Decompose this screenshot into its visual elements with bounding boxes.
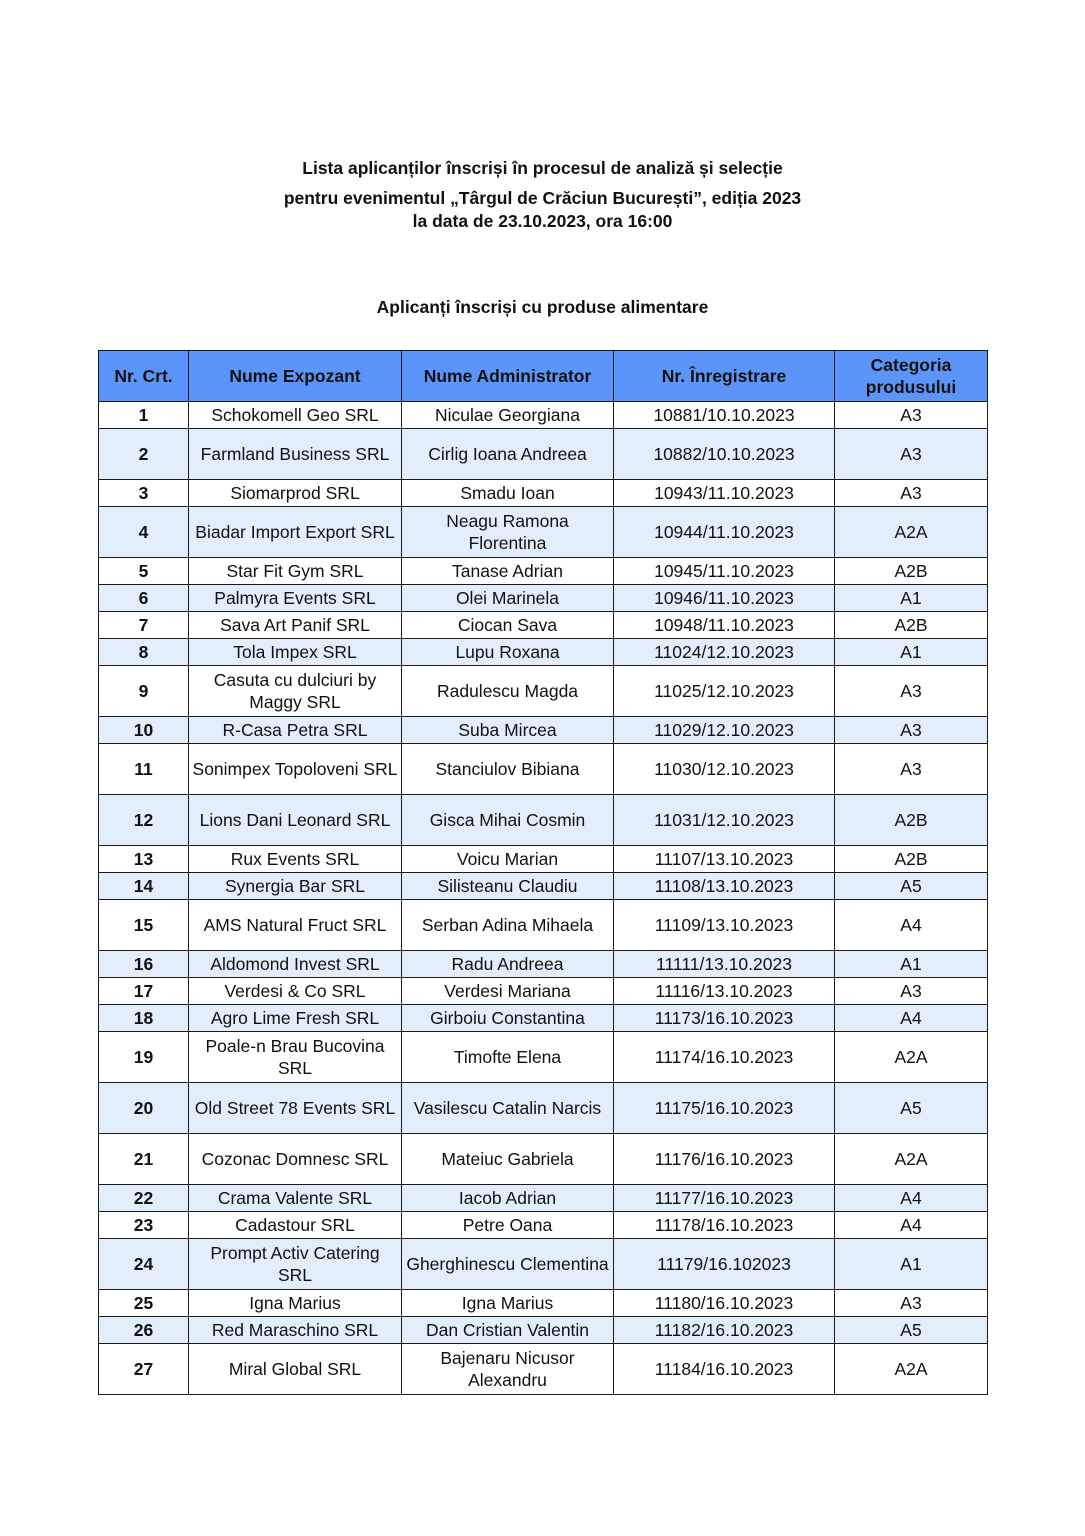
cell-categoria-produsului: A5 bbox=[835, 1083, 988, 1134]
cell-nr-crt: 6 bbox=[99, 585, 189, 612]
cell-nr-crt: 23 bbox=[99, 1212, 189, 1239]
header-nr-crt: Nr. Crt. bbox=[99, 351, 189, 402]
table-row bbox=[99, 1134, 988, 1185]
cell-categoria-produsului: A2B bbox=[835, 558, 988, 585]
cell-nume-administrator: Lupu Roxana bbox=[402, 639, 614, 666]
table-row bbox=[99, 639, 988, 666]
table-row bbox=[99, 1317, 988, 1344]
cell-categoria-produsului: A3 bbox=[835, 717, 988, 744]
cell-nr-inregistrare: 11175/16.10.2023 bbox=[614, 1083, 835, 1134]
cell-nume-expozant: Siomarprod SRL bbox=[189, 480, 402, 507]
cell-nr-inregistrare: 11031/12.10.2023 bbox=[614, 795, 835, 846]
cell-nr-inregistrare: 10945/11.10.2023 bbox=[614, 558, 835, 585]
cell-nume-expozant: AMS Natural Fruct SRL bbox=[189, 900, 402, 951]
cell-nume-administrator: Gherghinescu Clementina bbox=[402, 1239, 614, 1290]
cell-nr-crt: 22 bbox=[99, 1185, 189, 1212]
cell-nr-inregistrare: 11109/13.10.2023 bbox=[614, 900, 835, 951]
table-row bbox=[99, 402, 988, 429]
cell-nr-inregistrare: 11111/13.10.2023 bbox=[614, 951, 835, 978]
cell-nume-administrator: Bajenaru Nicusor Alexandru bbox=[402, 1344, 614, 1395]
cell-nume-administrator: Timofte Elena bbox=[402, 1032, 614, 1083]
cell-categoria-produsului: A2B bbox=[835, 846, 988, 873]
cell-categoria-produsului: A5 bbox=[835, 873, 988, 900]
cell-nume-expozant: Casuta cu dulciuri by Maggy SRL bbox=[189, 666, 402, 717]
cell-categoria-produsului: A5 bbox=[835, 1317, 988, 1344]
table-row bbox=[99, 612, 988, 639]
cell-nr-crt: 12 bbox=[99, 795, 189, 846]
cell-categoria-produsului: A3 bbox=[835, 1290, 988, 1317]
cell-nr-crt: 4 bbox=[99, 507, 189, 558]
table-row bbox=[99, 429, 988, 480]
table-row bbox=[99, 480, 988, 507]
document-title-line-1: Lista aplicanților înscriși în procesul de analiză și selecție bbox=[302, 158, 783, 178]
table-header bbox=[99, 351, 988, 402]
cell-nr-crt: 17 bbox=[99, 978, 189, 1005]
cell-nume-administrator: Mateiuc Gabriela bbox=[402, 1134, 614, 1185]
cell-nume-expozant: Palmyra Events SRL bbox=[189, 585, 402, 612]
cell-nume-administrator: Igna Marius bbox=[402, 1290, 614, 1317]
table-row bbox=[99, 558, 988, 585]
cell-nr-crt: 20 bbox=[99, 1083, 189, 1134]
cell-nr-inregistrare: 11173/16.10.2023 bbox=[614, 1005, 835, 1032]
cell-nr-crt: 10 bbox=[99, 717, 189, 744]
cell-nume-expozant: Cozonac Domnesc SRL bbox=[189, 1134, 402, 1185]
cell-categoria-produsului: A1 bbox=[835, 639, 988, 666]
cell-nr-crt: 9 bbox=[99, 666, 189, 717]
cell-nume-administrator: Dan Cristian Valentin bbox=[402, 1317, 614, 1344]
cell-nume-expozant: Tola Impex SRL bbox=[189, 639, 402, 666]
cell-nr-inregistrare: 11025/12.10.2023 bbox=[614, 666, 835, 717]
table-row bbox=[99, 1185, 988, 1212]
section-subtitle: Aplicanți înscriși cu produse alimentare bbox=[376, 297, 709, 317]
cell-nr-crt: 13 bbox=[99, 846, 189, 873]
cell-nume-expozant: Old Street 78 Events SRL bbox=[189, 1083, 402, 1134]
table-row bbox=[99, 585, 988, 612]
cell-nume-administrator: Radulescu Magda bbox=[402, 666, 614, 717]
cell-categoria-produsului: A4 bbox=[835, 900, 988, 951]
cell-nr-inregistrare: 11030/12.10.2023 bbox=[614, 744, 835, 795]
cell-nume-administrator: Neagu Ramona Florentina bbox=[402, 507, 614, 558]
cell-nr-inregistrare: 11178/16.10.2023 bbox=[614, 1212, 835, 1239]
cell-nr-inregistrare: 11116/13.10.2023 bbox=[614, 978, 835, 1005]
cell-nr-inregistrare: 11108/13.10.2023 bbox=[614, 873, 835, 900]
table-row bbox=[99, 744, 988, 795]
cell-nume-expozant: R-Casa Petra SRL bbox=[189, 717, 402, 744]
cell-categoria-produsului: A2A bbox=[835, 1134, 988, 1185]
cell-nr-crt: 21 bbox=[99, 1134, 189, 1185]
cell-nr-crt: 11 bbox=[99, 744, 189, 795]
cell-nume-administrator: Ciocan Sava bbox=[402, 612, 614, 639]
table-row bbox=[99, 1212, 988, 1239]
cell-nr-inregistrare: 11176/16.10.2023 bbox=[614, 1134, 835, 1185]
cell-nume-administrator: Serban Adina Mihaela bbox=[402, 900, 614, 951]
document-title-line-2: pentru evenimentul „Târgul de Crăciun București”, ediția 2023 bbox=[283, 188, 802, 208]
table-row bbox=[99, 846, 988, 873]
cell-nr-inregistrare: 10948/11.10.2023 bbox=[614, 612, 835, 639]
cell-nr-inregistrare: 10946/11.10.2023 bbox=[614, 585, 835, 612]
cell-categoria-produsului: A4 bbox=[835, 1005, 988, 1032]
cell-categoria-produsului: A1 bbox=[835, 1239, 988, 1290]
table-row bbox=[99, 507, 988, 558]
cell-nume-administrator: Olei Marinela bbox=[402, 585, 614, 612]
cell-categoria-produsului: A1 bbox=[835, 951, 988, 978]
table-row bbox=[99, 1239, 988, 1290]
cell-nume-expozant: Prompt Activ Catering SRL bbox=[189, 1239, 402, 1290]
cell-nume-administrator: Tanase Adrian bbox=[402, 558, 614, 585]
document-date-line: la data de 23.10.2023, ora 16:00 bbox=[412, 211, 673, 231]
cell-nume-administrator: Voicu Marian bbox=[402, 846, 614, 873]
cell-nume-administrator: Smadu Ioan bbox=[402, 480, 614, 507]
cell-categoria-produsului: A2B bbox=[835, 612, 988, 639]
cell-nr-inregistrare: 11029/12.10.2023 bbox=[614, 717, 835, 744]
cell-nume-expozant: Rux Events SRL bbox=[189, 846, 402, 873]
table-row bbox=[99, 1290, 988, 1317]
table-row bbox=[99, 795, 988, 846]
cell-nr-crt: 14 bbox=[99, 873, 189, 900]
cell-nr-inregistrare: 11174/16.10.2023 bbox=[614, 1032, 835, 1083]
cell-nume-administrator: Vasilescu Catalin Narcis bbox=[402, 1083, 614, 1134]
cell-categoria-produsului: A3 bbox=[835, 744, 988, 795]
cell-nume-administrator: Gisca Mihai Cosmin bbox=[402, 795, 614, 846]
cell-nume-expozant: Cadastour SRL bbox=[189, 1212, 402, 1239]
cell-nr-crt: 1 bbox=[99, 402, 189, 429]
table-row bbox=[99, 666, 988, 717]
cell-nr-inregistrare: 11182/16.10.2023 bbox=[614, 1317, 835, 1344]
table-row bbox=[99, 717, 988, 744]
header-nume-expozant: Nume Expozant bbox=[189, 351, 402, 402]
cell-categoria-produsului: A1 bbox=[835, 585, 988, 612]
cell-nume-expozant: Star Fit Gym SRL bbox=[189, 558, 402, 585]
cell-nr-inregistrare: 10944/11.10.2023 bbox=[614, 507, 835, 558]
cell-nume-expozant: Igna Marius bbox=[189, 1290, 402, 1317]
cell-nr-crt: 5 bbox=[99, 558, 189, 585]
table-row bbox=[99, 1083, 988, 1134]
cell-nr-inregistrare: 11177/16.10.2023 bbox=[614, 1185, 835, 1212]
cell-nr-inregistrare: 10943/11.10.2023 bbox=[614, 480, 835, 507]
cell-categoria-produsului: A4 bbox=[835, 1212, 988, 1239]
cell-nr-crt: 16 bbox=[99, 951, 189, 978]
cell-nume-administrator: Silisteanu Claudiu bbox=[402, 873, 614, 900]
cell-categoria-produsului: A2A bbox=[835, 507, 988, 558]
cell-nr-inregistrare: 10882/10.10.2023 bbox=[614, 429, 835, 480]
cell-categoria-produsului: A3 bbox=[835, 666, 988, 717]
table-row bbox=[99, 1005, 988, 1032]
cell-categoria-produsului: A2B bbox=[835, 795, 988, 846]
cell-nr-crt: 25 bbox=[99, 1290, 189, 1317]
table-row bbox=[99, 873, 988, 900]
applicants-table bbox=[98, 350, 988, 1395]
cell-nume-expozant: Poale-n Brau Bucovina SRL bbox=[189, 1032, 402, 1083]
cell-nr-crt: 7 bbox=[99, 612, 189, 639]
cell-nume-expozant: Verdesi & Co SRL bbox=[189, 978, 402, 1005]
cell-nr-crt: 15 bbox=[99, 900, 189, 951]
cell-nume-expozant: Synergia Bar SRL bbox=[189, 873, 402, 900]
cell-nume-expozant: Schokomell Geo SRL bbox=[189, 402, 402, 429]
cell-nr-inregistrare: 11107/13.10.2023 bbox=[614, 846, 835, 873]
cell-nume-expozant: Biadar Import Export SRL bbox=[189, 507, 402, 558]
cell-categoria-produsului: A3 bbox=[835, 402, 988, 429]
cell-nr-crt: 19 bbox=[99, 1032, 189, 1083]
cell-nume-expozant: Sava Art Panif SRL bbox=[189, 612, 402, 639]
cell-nr-crt: 18 bbox=[99, 1005, 189, 1032]
cell-nr-crt: 3 bbox=[99, 480, 189, 507]
cell-nr-inregistrare: 10881/10.10.2023 bbox=[614, 402, 835, 429]
cell-nr-crt: 26 bbox=[99, 1317, 189, 1344]
table-row bbox=[99, 978, 988, 1005]
cell-nume-administrator: Suba Mircea bbox=[402, 717, 614, 744]
cell-nume-administrator: Niculae Georgiana bbox=[402, 402, 614, 429]
table-body bbox=[99, 402, 988, 1395]
cell-nume-expozant: Sonimpex Topoloveni SRL bbox=[189, 744, 402, 795]
cell-nr-crt: 24 bbox=[99, 1239, 189, 1290]
cell-nume-administrator: Verdesi Mariana bbox=[402, 978, 614, 1005]
cell-nume-expozant: Red Maraschino SRL bbox=[189, 1317, 402, 1344]
cell-nume-expozant: Aldomond Invest SRL bbox=[189, 951, 402, 978]
cell-categoria-produsului: A4 bbox=[835, 1185, 988, 1212]
cell-nr-inregistrare: 11179/16.102023 bbox=[614, 1239, 835, 1290]
cell-nume-administrator: Radu Andreea bbox=[402, 951, 614, 978]
cell-categoria-produsului: A2A bbox=[835, 1344, 988, 1395]
header-row bbox=[99, 351, 988, 402]
table-row bbox=[99, 951, 988, 978]
cell-nume-expozant: Farmland Business SRL bbox=[189, 429, 402, 480]
cell-nume-expozant: Lions Dani Leonard SRL bbox=[189, 795, 402, 846]
cell-categoria-produsului: A3 bbox=[835, 429, 988, 480]
cell-nume-administrator: Petre Oana bbox=[402, 1212, 614, 1239]
cell-nr-crt: 27 bbox=[99, 1344, 189, 1395]
cell-nume-administrator: Stanciulov Bibiana bbox=[402, 744, 614, 795]
cell-nr-inregistrare: 11180/16.10.2023 bbox=[614, 1290, 835, 1317]
cell-nr-inregistrare: 11024/12.10.2023 bbox=[614, 639, 835, 666]
cell-nume-administrator: Cirlig Ioana Andreea bbox=[402, 429, 614, 480]
table-row bbox=[99, 1032, 988, 1083]
cell-nume-administrator: Girboiu Constantina bbox=[402, 1005, 614, 1032]
table-row bbox=[99, 1344, 988, 1395]
cell-categoria-produsului: A3 bbox=[835, 480, 988, 507]
cell-nr-inregistrare: 11184/16.10.2023 bbox=[614, 1344, 835, 1395]
cell-categoria-produsului: A2A bbox=[835, 1032, 988, 1083]
header-categoria-produsului: Categoria produsului bbox=[835, 351, 988, 402]
cell-categoria-produsului: A3 bbox=[835, 978, 988, 1005]
cell-nume-expozant: Agro Lime Fresh SRL bbox=[189, 1005, 402, 1032]
cell-nume-expozant: Miral Global SRL bbox=[189, 1344, 402, 1395]
cell-nr-crt: 8 bbox=[99, 639, 189, 666]
cell-nume-administrator: Iacob Adrian bbox=[402, 1185, 614, 1212]
header-nume-administrator: Nume Administrator bbox=[402, 351, 614, 402]
header-nr-inregistrare: Nr. Înregistrare bbox=[614, 351, 835, 402]
cell-nume-expozant: Crama Valente SRL bbox=[189, 1185, 402, 1212]
table-row bbox=[99, 900, 988, 951]
cell-nr-crt: 2 bbox=[99, 429, 189, 480]
